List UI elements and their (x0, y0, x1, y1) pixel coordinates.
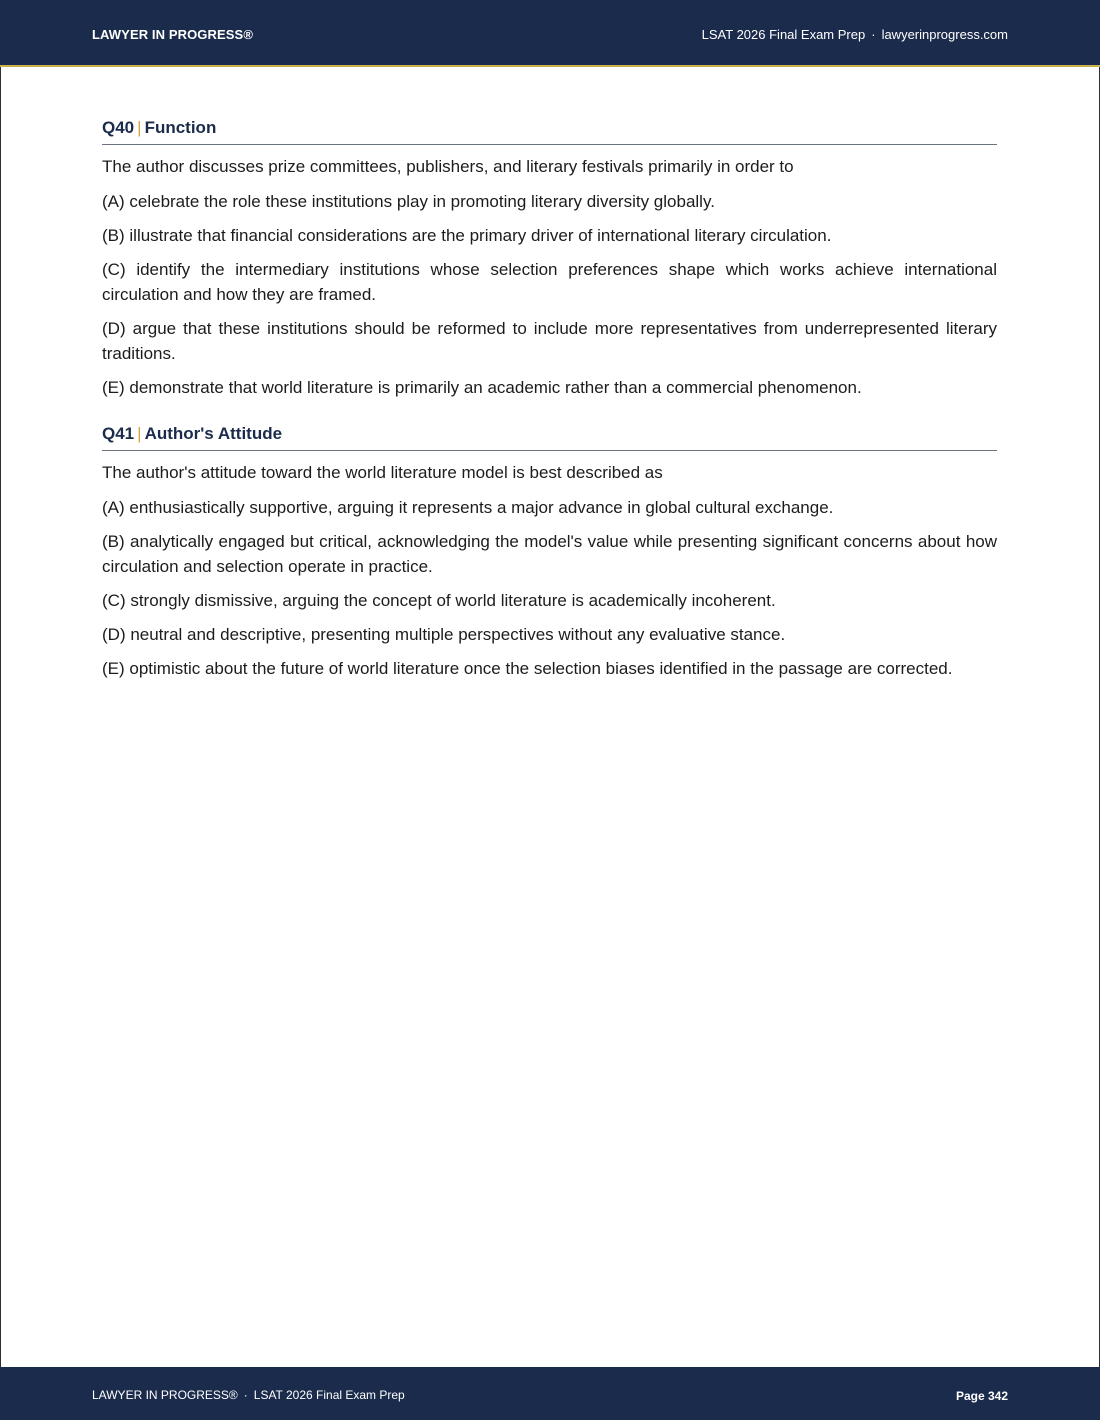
answer-choice-a: (A) enthusiastically supportive, arguing it represents a major advance in global cultural exchange. (102, 498, 834, 517)
answer-choice-b: (B) analytically engaged but critical, acknowledging the model's value while presenting significant concerns about how circulation and selection operate in practice. (102, 532, 997, 576)
question-type: Author's Attitude (144, 424, 283, 443)
question-heading (102, 424, 997, 451)
question-40 (102, 118, 997, 400)
header-right (702, 27, 1008, 42)
heading-divider: | (137, 424, 142, 443)
header-gold-rule (0, 65, 1100, 67)
answer-choice-e: (E) demonstrate that world literature is primarily an academic rather than a commercial phenomenon. (102, 378, 862, 397)
footer-separator: · (243, 1388, 248, 1402)
header-site: lawyerinprogress.com (881, 27, 1008, 42)
header-title: LSAT 2026 Final Exam Prep (701, 27, 866, 42)
answer-choice-a: (A) celebrate the role these institutions play in promoting literary diversity globally. (102, 192, 715, 211)
question-stem: The author's attitude toward the world literature model is best described as (102, 463, 663, 482)
answer-choice-e: (E) optimistic about the future of world literature once the selection biases identified in the passage are corrected. (102, 659, 953, 678)
page-number: Page 342 (955, 1389, 1008, 1403)
question-type: Function (144, 118, 217, 137)
footer-title: LSAT 2026 Final Exam Prep (253, 1388, 405, 1402)
question-number: Q41 (102, 424, 135, 443)
answer-choice-b: (B) illustrate that financial considerations are the primary driver of international literary circulation. (102, 226, 832, 245)
answer-choice-c: (C) strongly dismissive, arguing the concept of world literature is academically incoherent. (102, 591, 776, 610)
answer-choice-c: (C) identify the intermediary institutions whose selection preferences shape which works achieve international circulation and how they are framed. (102, 260, 997, 304)
header-brand: LAWYER IN PROGRESS® (92, 27, 253, 42)
heading-divider: | (137, 118, 142, 137)
answer-choice-d: (D) argue that these institutions should be reformed to include more representatives from underrepresented literary traditions. (102, 319, 997, 363)
question-stem: The author discusses prize committees, publishers, and literary festivals primarily in order to (102, 157, 794, 176)
header-separator: · (871, 27, 876, 42)
page-content (102, 118, 997, 705)
footer-brand: LAWYER IN PROGRESS® (92, 1388, 238, 1402)
question-heading (102, 118, 997, 145)
footer-left (92, 1388, 405, 1402)
question-41 (102, 424, 997, 681)
answer-choice-d: (D) neutral and descriptive, presenting multiple perspectives without any evaluative stance. (102, 625, 786, 644)
page-footer (0, 1367, 1100, 1420)
question-number: Q40 (102, 118, 135, 137)
page-header (0, 0, 1100, 65)
